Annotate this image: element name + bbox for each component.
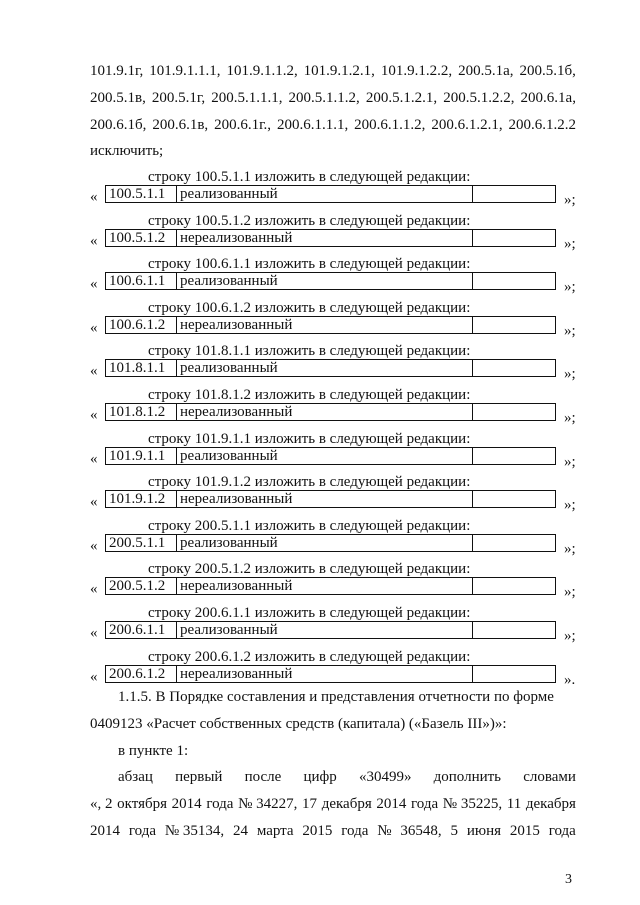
entry-text: нереализованный (177, 230, 473, 246)
word: 5 (450, 823, 458, 839)
quote-open: « (90, 625, 98, 641)
entry-row (0, 359, 640, 381)
entry-text: нереализованный (177, 317, 473, 333)
entry-table (105, 577, 556, 595)
entry-empty-cell (473, 578, 555, 594)
word: 2015 (509, 823, 540, 839)
entry-empty-cell (473, 491, 555, 507)
word: 200.6.1г., (214, 117, 272, 133)
entry-table (105, 272, 556, 290)
quote-open: « (90, 537, 98, 554)
entry-row (0, 185, 640, 207)
entry-table (105, 534, 556, 552)
quote-open: « (90, 450, 98, 467)
word: года (411, 796, 439, 812)
entry-text: реализованный (177, 622, 473, 638)
word: 101.9.1г, (90, 63, 144, 79)
entry-row (0, 403, 640, 425)
entry-instruction: строку 100.5.1.2 изложить в следующей редакции: (148, 212, 471, 229)
quote-open: « (90, 232, 98, 249)
quote-open: « (90, 668, 98, 685)
entry-row (0, 621, 640, 643)
entry-table (105, 316, 556, 334)
entry-instruction: строку 100.6.1.2 изложить в следующей редакции: (148, 299, 471, 316)
entry-code: 101.8.1.1 (106, 360, 177, 376)
entry-row (0, 490, 640, 512)
word: 200.6.1а, (520, 90, 576, 106)
word: 200.6.1.1.1, (276, 117, 349, 133)
word: 2015 (302, 823, 333, 839)
entry-table (105, 665, 556, 683)
word: года (548, 823, 576, 839)
entry-empty-cell (473, 273, 555, 289)
entry-row (0, 534, 640, 556)
entry-row (0, 272, 640, 294)
quote-close: »; (564, 584, 576, 601)
entry-text: реализованный (177, 360, 473, 376)
entry-text: нереализованный (177, 578, 473, 594)
entry-table (105, 490, 556, 508)
entry-empty-cell (473, 535, 555, 551)
word: 200.5.1в, (90, 90, 146, 106)
intro-line-1 (90, 62, 576, 80)
word: № 35225, (442, 796, 503, 812)
quote-open: « (90, 189, 98, 205)
quote-close: »; (564, 628, 576, 644)
quote-close: »; (564, 540, 576, 557)
quote-open: « (90, 494, 98, 511)
entry-empty-cell (473, 666, 555, 682)
entry-table (105, 447, 556, 465)
word: «, 2 (90, 796, 113, 812)
entry-instruction: строку 200.6.1.1 изложить в следующей редакции: (148, 605, 471, 621)
entry-text: реализованный (177, 535, 473, 551)
word: 11 (506, 796, 522, 812)
word: 200.6.1б, (90, 117, 147, 133)
word: 200.5.1.2.1, (365, 90, 438, 106)
quote-open: « (90, 407, 98, 423)
word: после (244, 769, 282, 785)
entry-code: 100.5.1.1 (106, 186, 177, 202)
word: октября (117, 796, 168, 812)
section-line-5 (90, 795, 576, 813)
word: 200.5.1а, (458, 63, 514, 79)
quote-open: « (90, 581, 98, 598)
word: № (377, 823, 392, 839)
entry-instruction: строку 200.5.1.2 изложить в следующей редакции: (148, 561, 471, 578)
word: 17 (302, 796, 318, 812)
entry-instruction: строку 200.6.1.2 изложить в следующей редакции: (148, 648, 471, 665)
page-number: 3 (565, 872, 572, 887)
word: года (206, 796, 234, 812)
entry-empty-cell (473, 622, 555, 638)
word: 36548, (400, 823, 442, 839)
word: 2014 (90, 823, 120, 839)
word: № 34227, (238, 796, 298, 812)
entry-code: 200.6.1.1 (106, 622, 177, 638)
section-line-4 (118, 768, 576, 786)
entry-empty-cell (473, 317, 555, 333)
section-heading: 1.1.5. В Порядке составления и представления отчетности по форме (118, 689, 554, 705)
entry-instruction: строку 101.8.1.2 изложить в следующей редакции: (148, 387, 471, 403)
word: 101.9.1.2.1, (303, 63, 375, 79)
entry-instruction: строку 101.9.1.1 изложить в следующей редакции: (148, 430, 471, 447)
word: 200.6.1.1.2, (354, 117, 426, 133)
intro-line-1-text (90, 62, 576, 80)
entry-code: 101.8.1.2 (106, 404, 177, 420)
entry-code: 200.5.1.2 (106, 578, 177, 594)
word: июня (466, 823, 502, 839)
entry-row (0, 665, 640, 687)
entry-instruction: строку 101.8.1.1 изложить в следующей редакции: (148, 343, 471, 360)
intro-line-3-text (90, 116, 576, 134)
word: 24 (232, 823, 248, 839)
entry-empty-cell (473, 448, 555, 464)
quote-open: « (90, 319, 98, 336)
word: 2014 (376, 796, 407, 812)
word: декабря (525, 796, 576, 812)
intro-line-3 (90, 116, 576, 134)
entry-code: 100.5.1.2 (106, 230, 177, 246)
quote-close: »; (564, 279, 576, 296)
word: абзац (118, 769, 153, 785)
entry-text: нереализованный (177, 666, 473, 682)
section-line-4-words (118, 768, 576, 786)
quote-close: »; (564, 366, 576, 383)
entry-row (0, 229, 640, 251)
word: 101.9.1.1.1, (149, 63, 221, 79)
word: 200.5.1.1.2, (288, 90, 360, 106)
entry-instruction: строку 100.6.1.1 изложить в следующей редакции: (148, 256, 471, 273)
word: 200.5.1б, (519, 63, 576, 79)
word: 101.9.1.1.2, (226, 63, 298, 79)
quote-close: »; (564, 192, 576, 208)
intro-line-2-text (90, 89, 576, 107)
entry-text: реализованный (177, 448, 473, 464)
entry-text: реализованный (177, 186, 473, 202)
entry-code: 200.6.1.2 (106, 666, 177, 682)
word: декабря (321, 796, 372, 812)
entry-instruction: строку 101.9.1.2 изложить в следующей редакции: (148, 474, 471, 491)
word: марта (256, 823, 294, 839)
entry-table (105, 229, 556, 247)
word: 101.9.1.2.2, (380, 63, 453, 79)
entry-text: нереализованный (177, 404, 473, 420)
word: словами (523, 769, 576, 785)
entry-code: 100.6.1.2 (106, 317, 177, 333)
entry-table (105, 359, 556, 377)
intro-line-2 (90, 89, 576, 107)
entry-empty-cell (473, 360, 555, 376)
word: цифр (303, 769, 337, 785)
word: первый (175, 769, 223, 785)
entry-empty-cell (473, 404, 555, 420)
quote-close: »; (564, 453, 576, 470)
entry-text: реализованный (177, 273, 473, 289)
word: 200.5.1.1.1, (211, 90, 283, 106)
entry-row (0, 316, 640, 338)
word: «30499» (358, 769, 412, 785)
quote-close: »; (564, 235, 576, 252)
entry-table (105, 185, 556, 203)
word: 200.6.1.2.2 (508, 117, 576, 133)
section-line-3: в пункте 1: (118, 743, 189, 759)
section-line-5-words (90, 795, 576, 813)
section-line-2: 0409123 «Расчет собственных средств (капитала) («Базель III»)»: (90, 716, 507, 732)
word: 200.6.1в, (152, 117, 209, 133)
entry-table (105, 621, 556, 639)
word: года (128, 823, 156, 839)
entry-code: 200.5.1.1 (106, 535, 177, 551)
entry-code: 101.9.1.1 (106, 448, 177, 464)
quote-close: »; (564, 410, 576, 426)
entry-text: нереализованный (177, 491, 473, 507)
word: 200.6.1.2.1, (431, 117, 503, 133)
quote-close: »; (564, 497, 576, 514)
quote-close: »; (564, 322, 576, 339)
word: 200.5.1.2.2, (443, 90, 515, 106)
entry-row (0, 447, 640, 469)
quote-open: « (90, 363, 98, 380)
word: 2014 (171, 796, 202, 812)
quote-open: « (90, 276, 98, 293)
word: года (341, 823, 369, 839)
entry-empty-cell (473, 186, 555, 202)
quote-close: ». (564, 671, 576, 688)
section-line-6 (90, 822, 576, 840)
entry-instruction: строку 200.5.1.1 изложить в следующей редакции: (148, 517, 471, 534)
word: дополнить (433, 769, 502, 785)
entry-empty-cell (473, 230, 555, 246)
entry-instruction: строку 100.5.1.1 изложить в следующей редакции: (148, 169, 471, 185)
entry-code: 100.6.1.1 (106, 273, 177, 289)
word: № 35134, (164, 823, 225, 839)
intro-line-4: исключить; (90, 143, 164, 159)
word: 200.5.1г, (151, 90, 206, 106)
entry-code: 101.9.1.2 (106, 491, 177, 507)
entry-table (105, 403, 556, 421)
entry-row (0, 577, 640, 599)
section-line-6-words (90, 822, 576, 840)
